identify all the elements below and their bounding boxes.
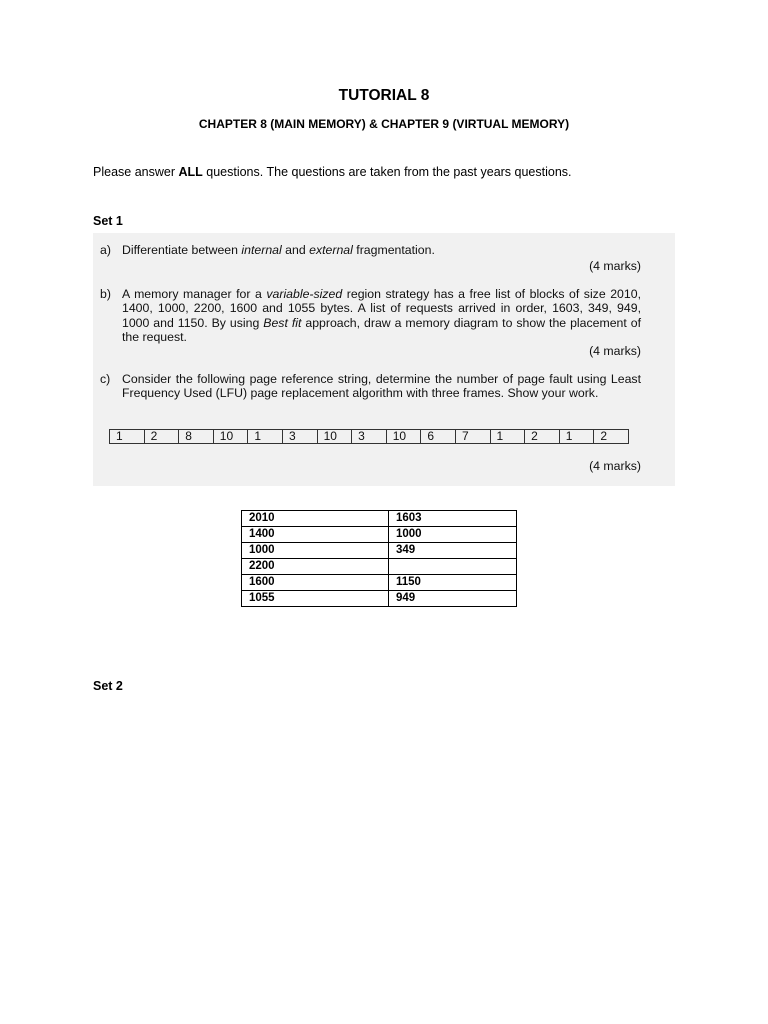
reference-cell: 10 xyxy=(317,430,352,443)
block-size-cell: 1055 xyxy=(242,591,389,607)
request-cell: 349 xyxy=(389,543,517,559)
request-cell: 949 xyxy=(389,591,517,607)
reference-cell: 1 xyxy=(490,430,525,443)
reference-string-row xyxy=(109,429,629,444)
answer-table xyxy=(241,510,517,607)
block-size-cell: 2200 xyxy=(242,559,389,575)
request-cell: 1000 xyxy=(389,527,517,543)
reference-cell: 8 xyxy=(178,430,213,443)
table-row xyxy=(242,543,517,559)
block-size-cell: 1400 xyxy=(242,527,389,543)
set2-label: Set 2 xyxy=(93,679,123,693)
reference-cell: 2 xyxy=(144,430,179,443)
reference-cell: 1 xyxy=(116,429,123,443)
table-row xyxy=(242,527,517,543)
reference-cell: 2 xyxy=(593,430,628,443)
question-scan xyxy=(93,233,675,486)
question-a-letter: a) xyxy=(100,243,111,257)
request-cell: 1603 xyxy=(389,511,517,527)
instructions-after: questions. The questions are taken from the past years questions. xyxy=(202,165,572,179)
table-row xyxy=(242,511,517,527)
instructions-before: Please answer xyxy=(93,165,179,179)
table-row xyxy=(242,559,517,575)
reference-cell: 6 xyxy=(420,430,455,443)
reference-cell: 7 xyxy=(455,430,490,443)
question-c-text: Consider the following page reference string, determine the number of page fault using Least Frequency Used (LFU) page replacement algorithm with three frames. Show your work. xyxy=(122,372,641,401)
page-subtitle: CHAPTER 8 (MAIN MEMORY) & CHAPTER 9 (VIRTUAL MEMORY) xyxy=(198,117,570,131)
table-row xyxy=(242,591,517,607)
table-row xyxy=(242,575,517,591)
set1-label: Set 1 xyxy=(93,214,123,228)
block-size-cell: 1600 xyxy=(242,575,389,591)
question-b-text: A memory manager for a variable-sized region strategy has a free list of blocks of size 2010, 1400, 1000, 2200, 1600 and 1055 bytes. A list of requests arrived in order, 1603, 349, 949, 1000 and 1150. By using Best fit approach, draw a memory diagram to show the placement of the request. xyxy=(122,287,642,345)
question-b-marks: (4 marks) xyxy=(589,344,641,358)
request-cell: 1150 xyxy=(389,575,517,591)
block-size-cell: 1000 xyxy=(242,543,389,559)
reference-cell: 10 xyxy=(213,430,248,443)
reference-cell: 3 xyxy=(351,430,386,443)
block-size-cell: 2010 xyxy=(242,511,389,527)
reference-cell: 1 xyxy=(559,430,594,443)
question-c-marks: (4 marks) xyxy=(589,459,641,473)
question-c-letter: c) xyxy=(100,372,111,386)
question-b-letter: b) xyxy=(100,287,111,301)
reference-cell: 1 xyxy=(247,430,282,443)
reference-cell: 3 xyxy=(282,430,317,443)
instructions xyxy=(93,165,572,179)
question-a-text: Differentiate between internal and external fragmentation. xyxy=(122,243,435,257)
question-a-marks: (4 marks) xyxy=(589,259,641,273)
request-cell xyxy=(389,559,517,575)
reference-cell: 10 xyxy=(386,430,421,443)
page-title: TUTORIAL 8 xyxy=(338,87,430,104)
instructions-emphasis: ALL xyxy=(178,165,203,179)
reference-cell: 2 xyxy=(524,430,559,443)
